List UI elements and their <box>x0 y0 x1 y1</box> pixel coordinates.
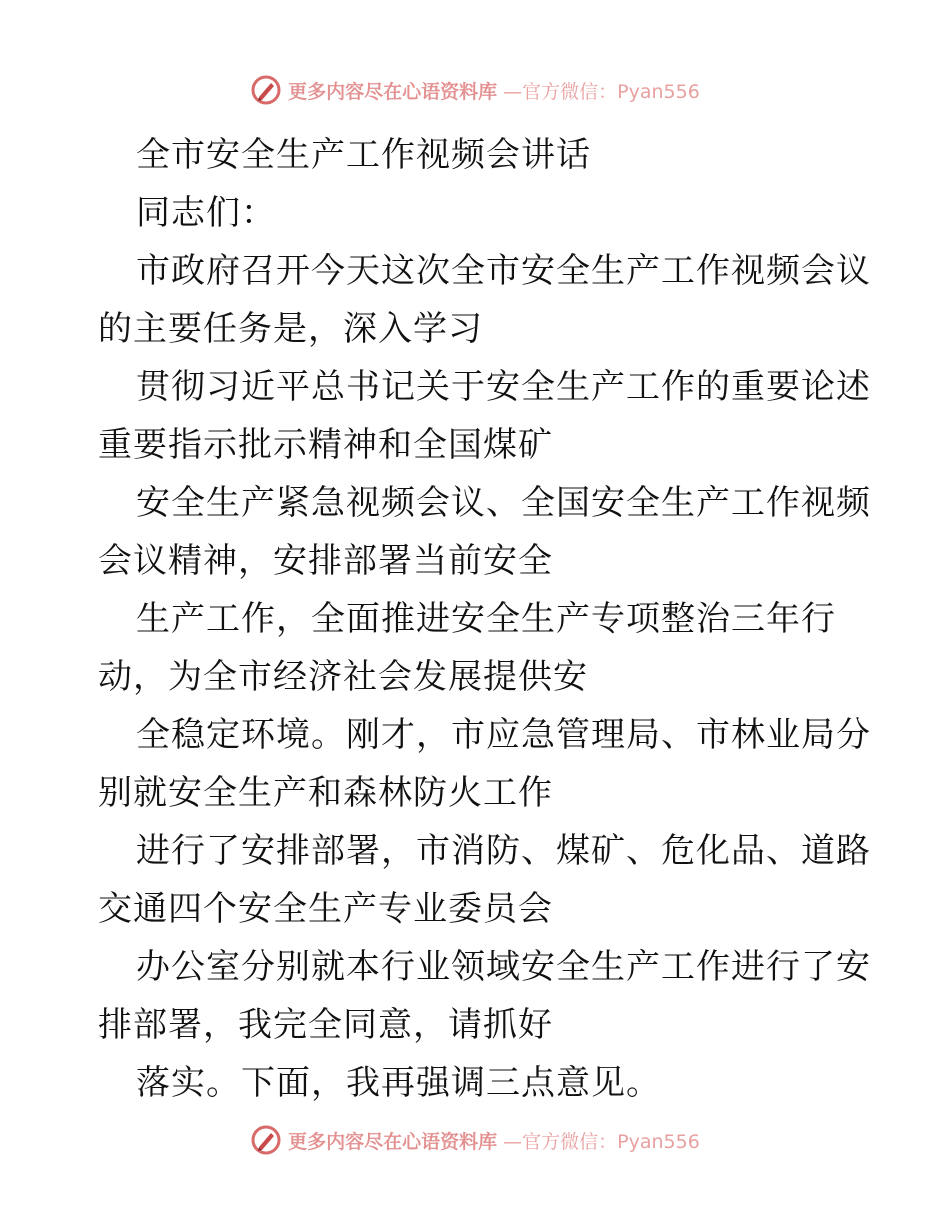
paragraph-line: 贯彻习近平总书记关于安全生产工作的重要论述 <box>136 367 871 407</box>
paragraph-line: 落实。下面，我再强调三点意见。 <box>136 1063 661 1103</box>
paragraph-line: 交通四个安全生产专业委员会 <box>98 889 553 929</box>
document-body <box>98 126 871 1112</box>
paragraph-line: 办公室分别就本行业领域安全生产工作进行了安 <box>136 947 871 987</box>
pen-logo-icon <box>250 74 282 106</box>
paragraph-line: 市政府召开今天这次全市安全生产工作视频会议 <box>136 251 871 291</box>
paragraph-line: 会议精神，安排部署当前安全 <box>98 541 553 581</box>
footer-watermark <box>0 1120 950 1160</box>
header-watermark <box>0 70 950 110</box>
paragraph-line: 同志们： <box>136 193 276 233</box>
watermark-sub-text: —官方微信：Pyan556 <box>503 1130 700 1153</box>
pen-logo-icon <box>250 1124 282 1156</box>
paragraph-line: 别就安全生产和森林防火工作 <box>98 773 553 813</box>
watermark-sub-text: —官方微信：Pyan556 <box>503 80 700 103</box>
paragraph-line: 全稳定环境。刚才，市应急管理局、市林业局分 <box>136 715 871 755</box>
paragraph-line: 动，为全市经济社会发展提供安 <box>98 657 588 697</box>
watermark-main-text: 更多内容尽在心语资料库 <box>288 1130 498 1153</box>
paragraph-line: 重要指示批示精神和全国煤矿 <box>98 425 553 465</box>
paragraph-line: 生产工作，全面推进安全生产专项整治三年行 <box>136 599 836 639</box>
paragraph-line: 安全生产紧急视频会议、全国安全生产工作视频 <box>136 483 871 523</box>
paragraph-line: 的主要任务是，深入学习 <box>98 309 483 349</box>
document-title: 全市安全生产工作视频会讲话 <box>136 135 591 175</box>
watermark-main-text: 更多内容尽在心语资料库 <box>288 80 498 103</box>
paragraph-line: 排部署，我完全同意，请抓好 <box>98 1005 553 1045</box>
paragraph-line: 进行了安排部署，市消防、煤矿、危化品、道路 <box>136 831 871 871</box>
